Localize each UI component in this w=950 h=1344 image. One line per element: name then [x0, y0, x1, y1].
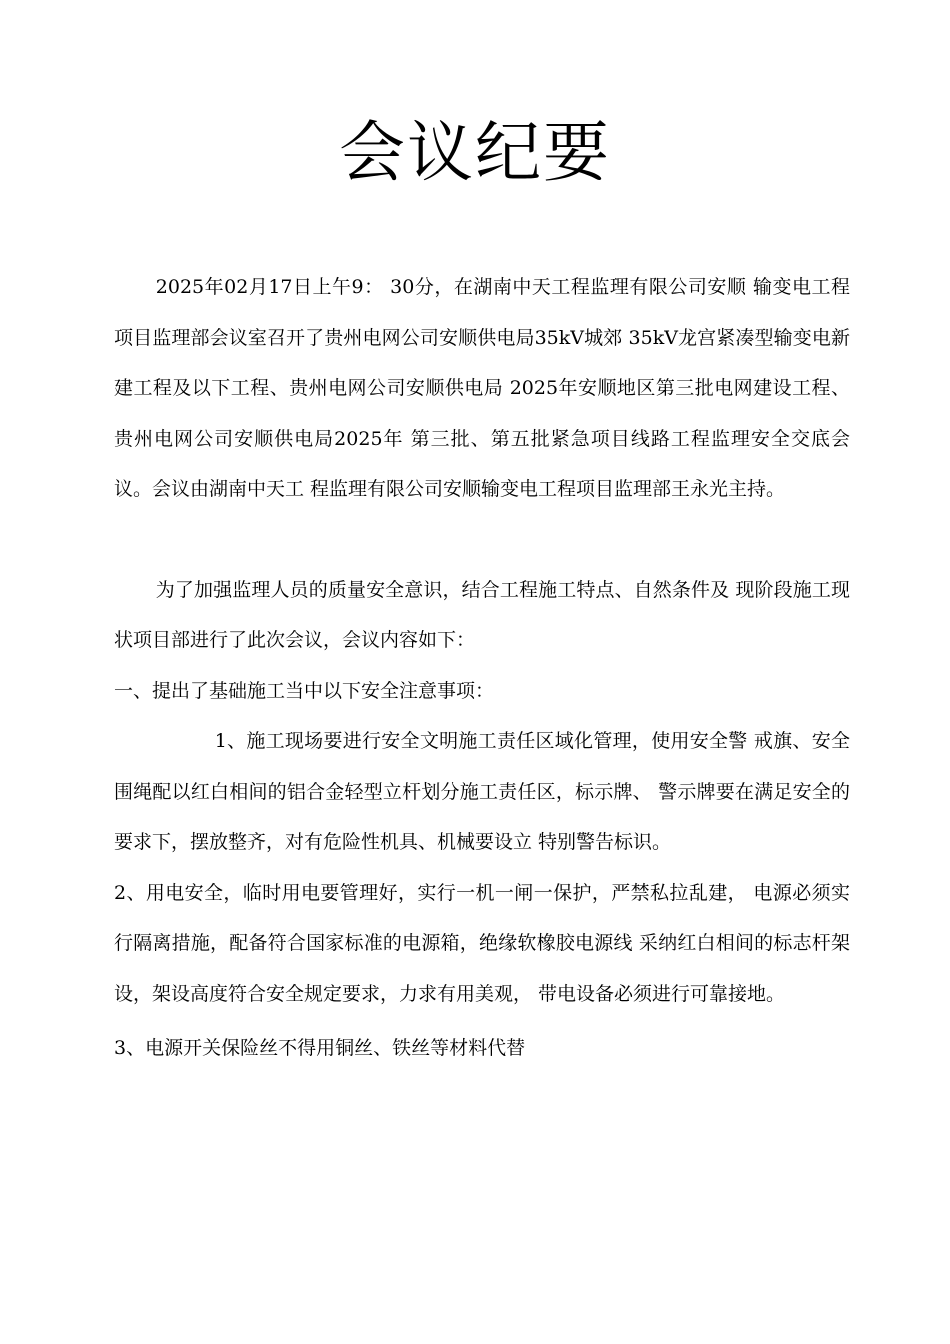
- section-one-heading: 一、提出了基础施工当中以下安全注意事项：: [114, 679, 495, 702]
- intro-paragraph: 2025年02月17日上午9： 30分，在湖南中天工程监理有限公司安顺 输变电工程项目监理部会议室召开了贵州电网公司安顺供电局35kV城郊 35kV龙宫紧凑型输变电新建工程及以下工程、贵州电网公司安顺供电局 2025年安顺地区第三批电网建设工程、贵州电网公司安顺供电局2025年 第三批、第五批紧急项目线路工程监理安全交底会议。会议由湖南中天工 程监理有限公司安顺输变电工程项目监理部王永光主持。: [114, 276, 850, 500]
- item-2-paragraph: 2、用电安全，临时用电要管理好，实行一机一闸一保护，严禁私拉乱建， 电源必须实行隔离措施，配备符合国家标准的电源箱，绝缘软橡胶电源线 采纳红白相间的标志杆架设，架设高度符合安全规定要求，力求有用美观， 带电设备必须进行可靠接地。: [114, 881, 850, 1005]
- item-1-paragraph: 1、施工现场要进行安全文明施工责任区域化管理，使用安全警 戒旗、安全围绳配以红白相间的铝合金轻型立杆划分施工责任区，标示牌、 警示牌要在满足安全的要求下，摆放整齐，对有危险性机具、机械要设立 特别警告标识。: [114, 730, 850, 853]
- paragraph-gap: [114, 515, 850, 565]
- item-3-paragraph: 3、电源开关保险丝不得用铜丝、铁丝等材料代替: [114, 1037, 526, 1059]
- purpose-paragraph: 为了加强监理人员的质量安全意识，结合工程施工特点、自然条件及 现阶段施工现状项目部进行了此次会议，会议内容如下：: [114, 578, 850, 651]
- document-title: 会议纪要: [339, 114, 611, 191]
- document-body: [114, 262, 850, 1074]
